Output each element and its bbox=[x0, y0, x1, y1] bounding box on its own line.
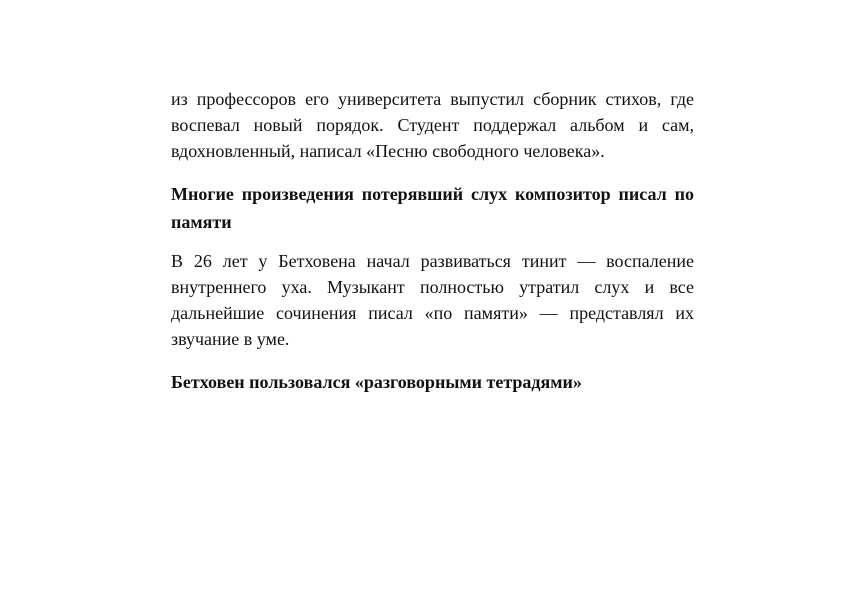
section-heading-1: Многие произведения потерявший слух композитор писал по памяти bbox=[171, 184, 694, 232]
paragraph-2: В 26 лет у Бетховена начал развиваться тинит — воспаление внутреннего уха. Музыкант полностью утратил слух и все дальнейшие сочинения писал «по памяти» — представлял их звучание в уме. bbox=[171, 251, 694, 349]
paragraph-1: из профессоров его университета выпустил сборник стихов, где воспевал новый порядок. Студент поддержал альбом и сам, вдохновленный, написал «Песню свободного человека». bbox=[171, 89, 694, 161]
document-body bbox=[171, 86, 694, 396]
section-heading-2: Бетховен пользовался «разговорными тетрадями» bbox=[171, 372, 582, 392]
